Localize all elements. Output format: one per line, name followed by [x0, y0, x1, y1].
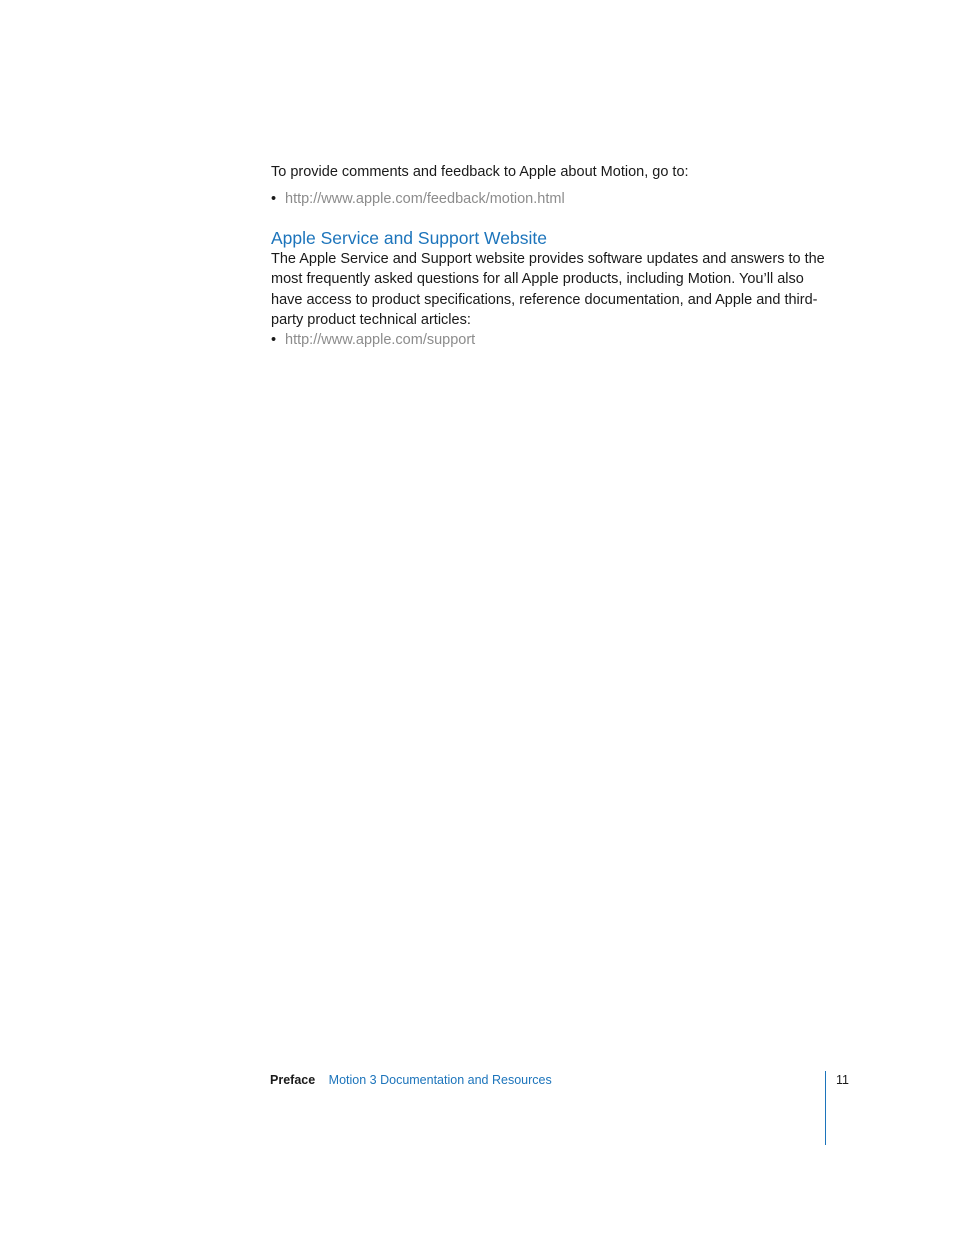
- list-item: [271, 189, 831, 209]
- footer-chapter-title: Motion 3 Documentation and Resources: [328, 1073, 552, 1087]
- section-body-text: The Apple Service and Support website provides software updates and answers to the most frequently asked questions for all Apple products, including Motion. You’ll also have access to product specifications, reference documentation, and Apple and third-party product technical articles:: [271, 251, 825, 328]
- feedback-link-list: [271, 189, 831, 209]
- page-number: 11: [836, 1073, 849, 1087]
- list-item: [271, 330, 831, 350]
- support-link[interactable]: http://www.apple.com/support: [285, 332, 476, 349]
- page-content: [271, 162, 831, 350]
- feedback-intro-text: To provide comments and feedback to Apple about Motion, go to:: [271, 164, 689, 180]
- support-link-list: [271, 330, 831, 350]
- feedback-link[interactable]: http://www.apple.com/feedback/motion.html: [285, 191, 565, 207]
- section-heading: Apple Service and Support Website: [271, 228, 547, 248]
- bullet-icon: •: [271, 332, 277, 349]
- footer-chapter-label: Preface: [270, 1073, 316, 1087]
- bullet-icon: •: [271, 191, 277, 207]
- footer-divider: [825, 1071, 826, 1145]
- page-footer: [270, 1072, 552, 1088]
